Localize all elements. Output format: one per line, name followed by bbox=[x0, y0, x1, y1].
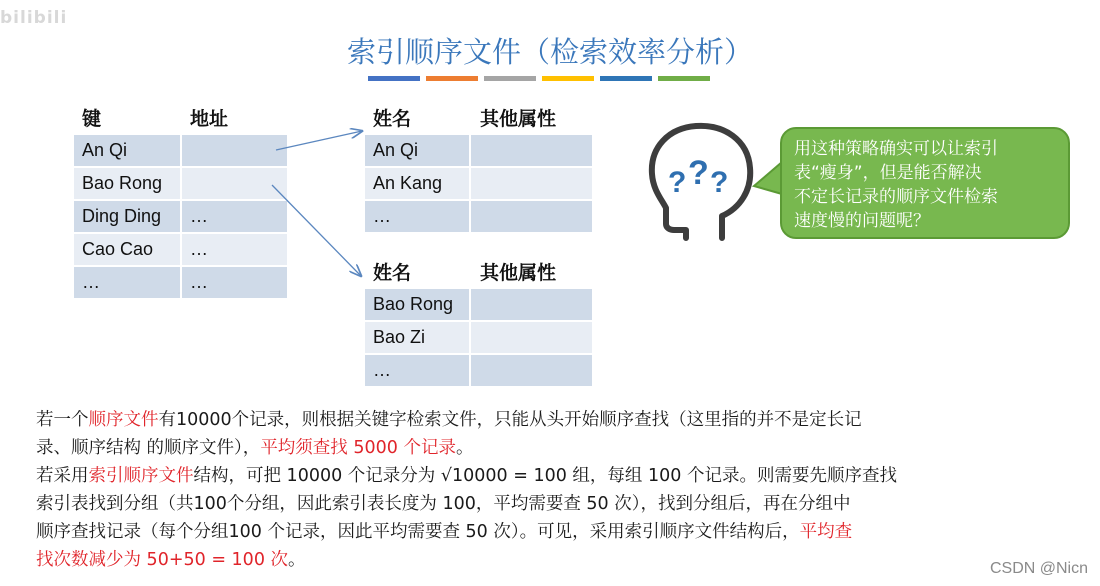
index-address-cell: … bbox=[181, 266, 288, 299]
arrow-to-group-2 bbox=[272, 185, 361, 276]
slide-title: 索引顺序文件（检索效率分析） bbox=[346, 35, 753, 69]
bubble-line: 速度慢的问题呢？ bbox=[794, 211, 930, 231]
text-run: 有10000个记录，则根据关键字检索文件，只能从头开始顺序查找（这里指的并不是定长记 bbox=[158, 410, 862, 430]
paragraph-line bbox=[36, 546, 897, 574]
index-key-cell: An Qi bbox=[73, 134, 181, 167]
index-key-cell: Ding Ding bbox=[73, 200, 181, 233]
highlight-term: 找次数减少为 50+50 = 100 次 bbox=[36, 550, 289, 570]
group1-attr-cell bbox=[470, 134, 593, 167]
text-run: 若一个 bbox=[36, 410, 89, 430]
table-row bbox=[364, 288, 593, 321]
svg-text:?: ? bbox=[688, 154, 709, 192]
explanation-paragraph bbox=[36, 406, 897, 574]
text-run: 。 bbox=[288, 550, 306, 570]
group2-attr-cell bbox=[470, 321, 593, 354]
group1-attr-cell bbox=[470, 200, 593, 233]
bubble-line: 表“瘦身”，但是能否解决 bbox=[794, 163, 982, 183]
index-key-cell: Bao Rong bbox=[73, 167, 181, 200]
table-row bbox=[364, 354, 593, 387]
arrow-to-group-1 bbox=[276, 131, 362, 150]
group2-attr-cell bbox=[470, 288, 593, 321]
index-header-key: 键 bbox=[82, 108, 102, 130]
index-address-cell: … bbox=[181, 200, 288, 233]
group2-header-attrs: 其他属性 bbox=[480, 262, 557, 284]
csdn-credit: CSDN @Nicn bbox=[989, 560, 1088, 577]
group1-attr-cell bbox=[470, 167, 593, 200]
group2-header-name: 姓名 bbox=[373, 262, 412, 284]
thinking-head-icon bbox=[636, 116, 766, 246]
text-run: 结构，可把 10000 个记录分为 √10000 = 100 组，每组 100 个记录。则需要先顺序查找 bbox=[193, 466, 897, 486]
highlight-term: 平均查 bbox=[799, 522, 853, 542]
bilibili-watermark: bilibili bbox=[0, 8, 68, 28]
text-run: 若采用 bbox=[36, 466, 89, 486]
table-row bbox=[364, 167, 593, 200]
bubble-line: 不定长记录的顺序文件检索 bbox=[794, 187, 998, 207]
svg-text:?: ? bbox=[668, 166, 687, 199]
text-run: 。 bbox=[455, 438, 474, 458]
bubble-line: 用这种策略确实可以让索引 bbox=[794, 139, 998, 159]
index-header-address: 地址 bbox=[190, 108, 229, 130]
index-address-cell: … bbox=[181, 233, 288, 266]
group2-attr-cell bbox=[470, 354, 593, 387]
speech-bubble bbox=[780, 127, 1070, 239]
paragraph-line bbox=[36, 490, 897, 518]
paragraph-line bbox=[36, 434, 897, 462]
highlight-term: 索引顺序文件 bbox=[88, 466, 194, 486]
text-run: 顺序查找记录（每个分组100 个记录，因此平均需要查 50 次）。可见，采用索引顺序文件结构后， bbox=[36, 522, 800, 542]
group1-table bbox=[363, 133, 594, 234]
group2-name-cell: Bao Rong bbox=[364, 288, 470, 321]
paragraph-line bbox=[36, 462, 897, 490]
highlight-term: 平均须查找 5000 个记录 bbox=[260, 438, 456, 458]
text-run: 录、顺序结构 的顺序文件）， bbox=[36, 438, 261, 458]
text-run: 索引表找到分组（共100个分组，因此索引表长度为 100，平均需要查 50 次），找到分组后，再在分组中 bbox=[36, 494, 851, 514]
highlight-term: 顺序文件 bbox=[88, 410, 159, 430]
group2-name-cell: Bao Zi bbox=[364, 321, 470, 354]
table-row bbox=[364, 200, 593, 233]
group1-header-name: 姓名 bbox=[373, 108, 412, 130]
index-key-cell: Cao Cao bbox=[73, 233, 181, 266]
group1-name-cell: An Kang bbox=[364, 167, 470, 200]
index-key-cell: … bbox=[73, 266, 181, 299]
group1-header-attrs: 其他属性 bbox=[480, 108, 557, 130]
paragraph-line bbox=[36, 518, 897, 546]
group2-table bbox=[363, 287, 594, 388]
table-row bbox=[364, 134, 593, 167]
svg-text:?: ? bbox=[710, 166, 729, 199]
table-row bbox=[364, 321, 593, 354]
group2-name-cell: … bbox=[364, 354, 470, 387]
group1-name-cell: … bbox=[364, 200, 470, 233]
paragraph-line bbox=[36, 406, 897, 434]
group1-name-cell: An Qi bbox=[364, 134, 470, 167]
